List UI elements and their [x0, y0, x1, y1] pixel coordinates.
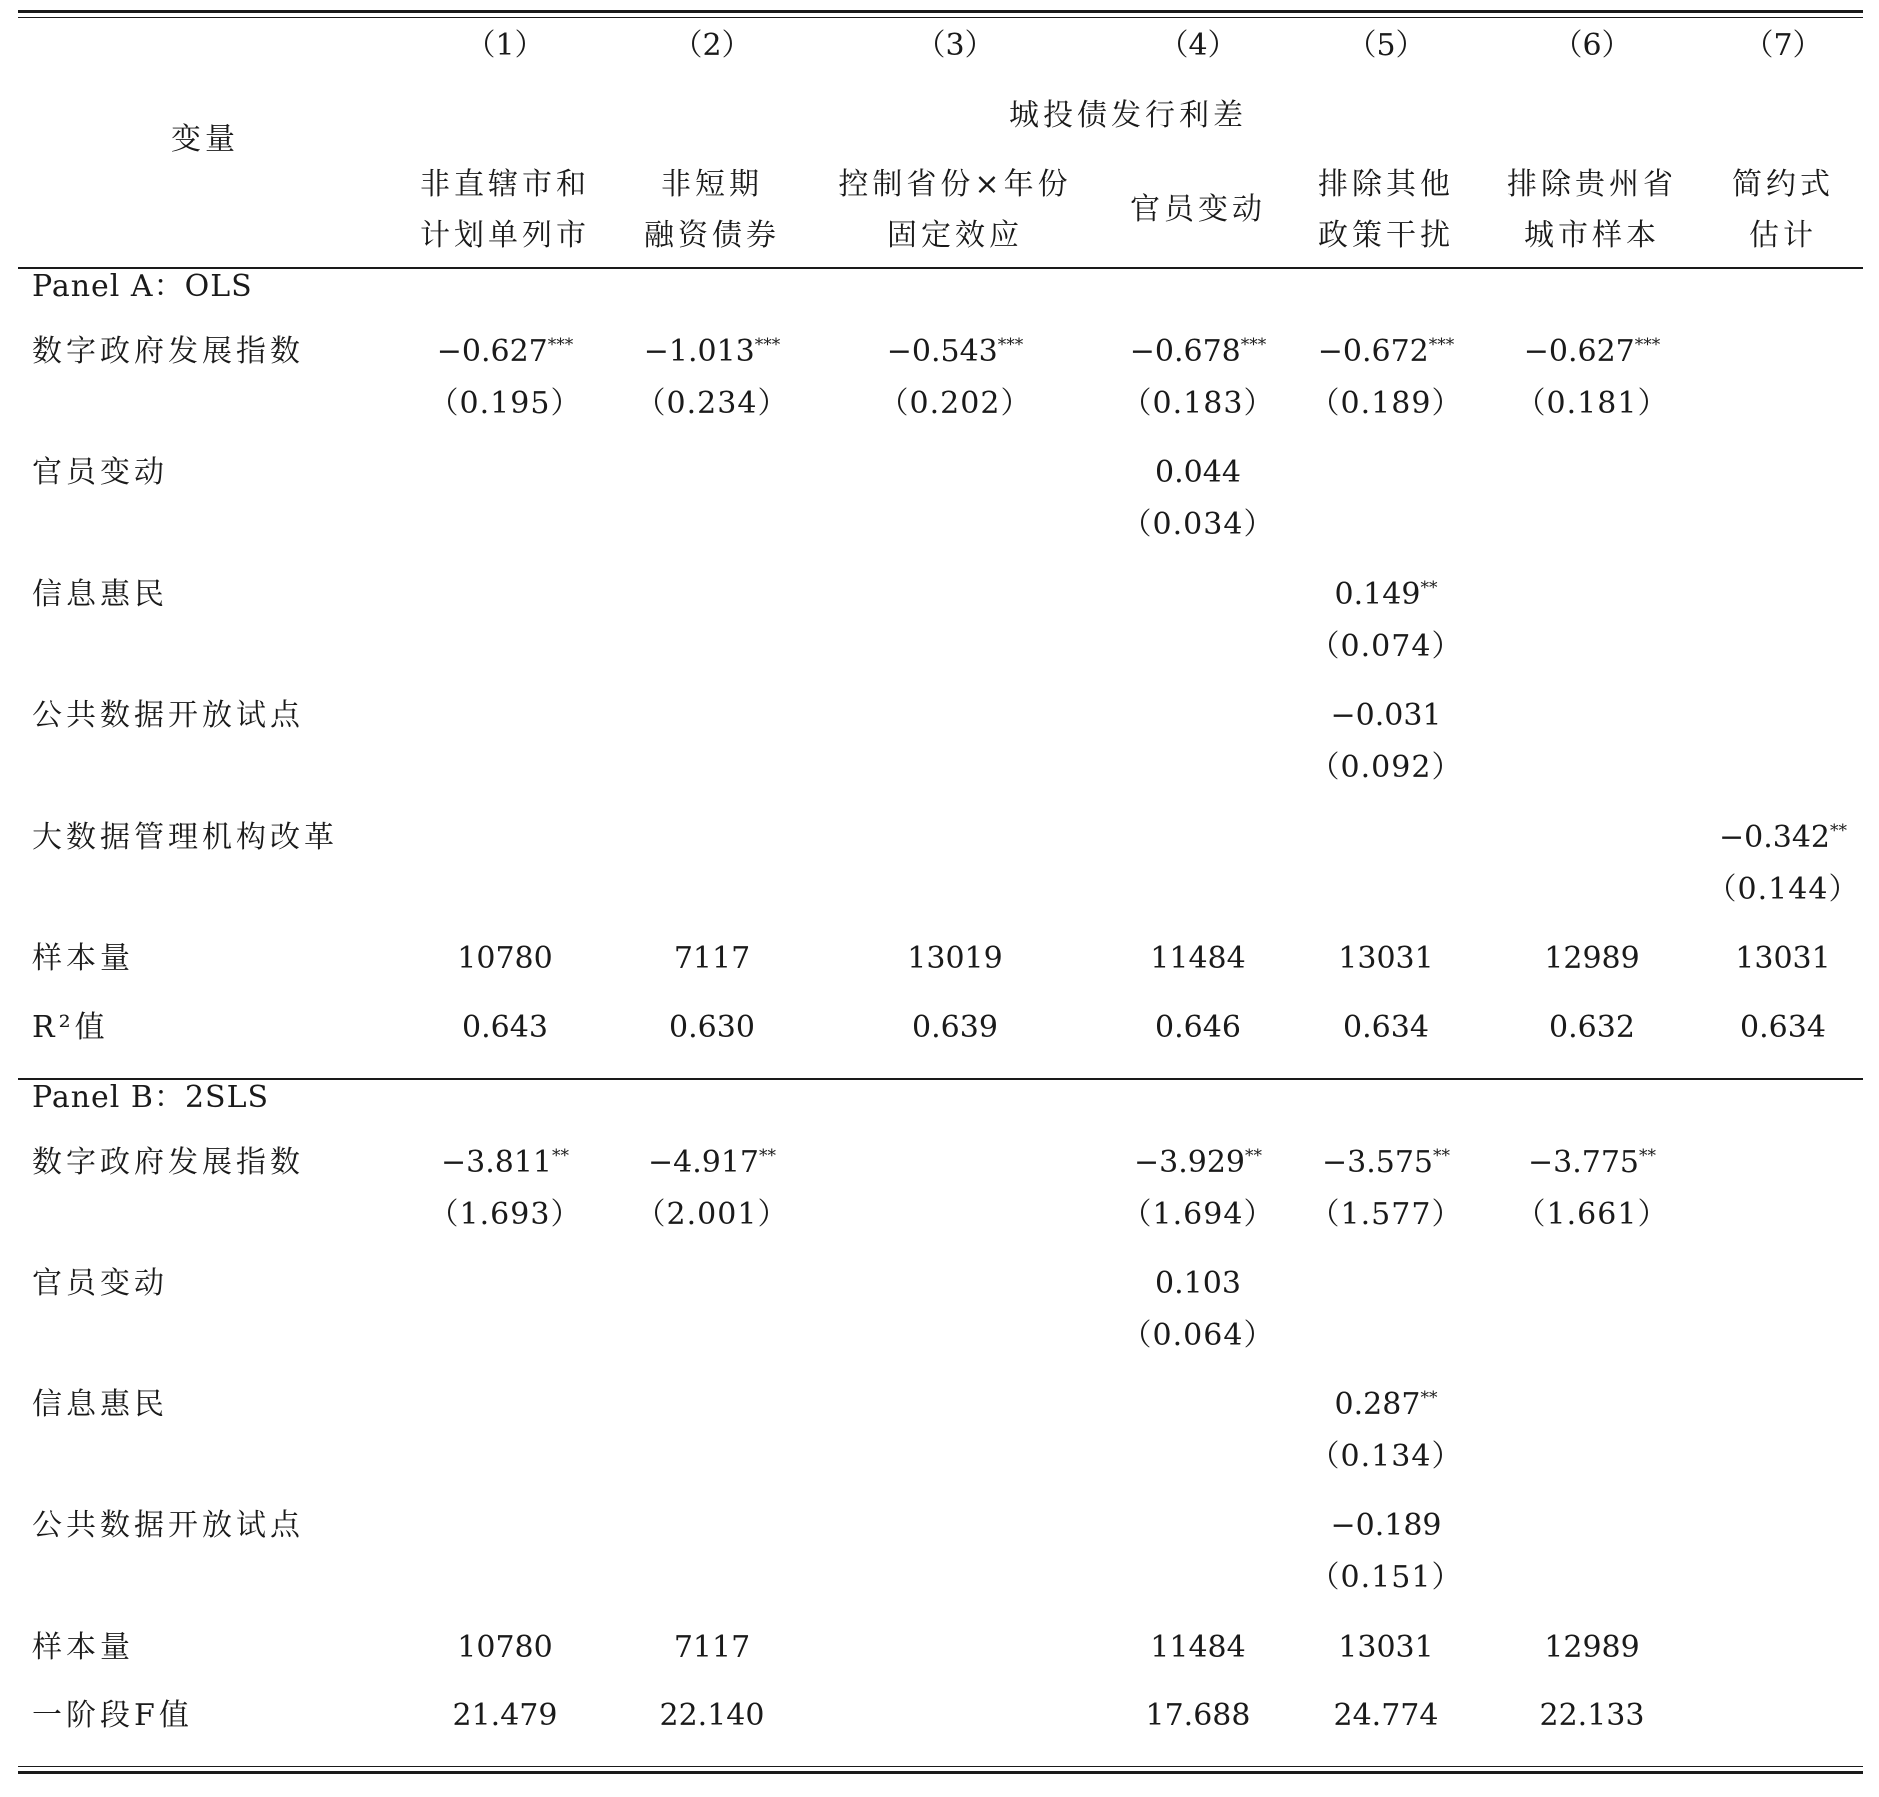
coefficient-value: −3.575 — [1321, 1145, 1434, 1180]
column-description: 排除其他 — [1318, 167, 1454, 202]
stat-value: 11484 — [1150, 941, 1246, 976]
stat-value: 0.646 — [1155, 1010, 1241, 1045]
coefficient-value: −4.917 — [647, 1145, 760, 1180]
stat-value: 12989 — [1544, 1630, 1640, 1665]
standard-error: （1.661） — [1515, 1197, 1669, 1232]
coefficient — [1330, 1504, 1441, 1548]
bottom-rule-inner — [18, 1766, 1863, 1767]
variable-label: 数字政府发展指数 — [32, 1145, 304, 1180]
column-number: （4） — [1158, 28, 1238, 63]
stat-value: 0.630 — [669, 1010, 755, 1045]
coefficient-value: 0.103 — [1155, 1266, 1241, 1301]
coefficient-value: −0.189 — [1330, 1508, 1442, 1543]
variable-label: 公共数据开放试点 — [32, 698, 304, 733]
coefficient-value: 0.149 — [1334, 577, 1421, 612]
coefficient-value: −0.627 — [436, 334, 548, 369]
standard-error: （0.195） — [428, 386, 582, 421]
standard-error: （0.181） — [1515, 386, 1669, 421]
coefficient-value: −0.543 — [886, 334, 998, 369]
column-number: （6） — [1552, 28, 1632, 63]
stat-label: R²值 — [32, 1010, 109, 1045]
stat-value: 7117 — [673, 1630, 751, 1665]
significance-stars: ** — [1433, 1146, 1451, 1166]
significance-stars: *** — [1634, 335, 1661, 355]
dependent-variable-header: 城投债发行利差 — [1009, 98, 1247, 133]
coefficient — [1322, 1141, 1450, 1185]
top-rule-outer — [18, 10, 1863, 13]
variable-label: 大数据管理机构改革 — [32, 820, 338, 855]
stat-value: 10780 — [457, 941, 553, 976]
panel-title: Panel B：2SLS — [32, 1080, 270, 1115]
significance-stars: ** — [1639, 1146, 1657, 1166]
coefficient — [1330, 694, 1441, 738]
column-description: 政策干扰 — [1318, 218, 1454, 253]
stat-value: 22.133 — [1539, 1698, 1645, 1733]
coefficient — [1318, 330, 1455, 374]
stat-value: 0.639 — [912, 1010, 998, 1045]
column-number: （1） — [465, 28, 545, 63]
standard-error: （0.183） — [1121, 386, 1275, 421]
coefficient — [1155, 1262, 1241, 1306]
coefficient — [1134, 1141, 1262, 1185]
column-number: （2） — [672, 28, 752, 63]
coefficient — [1130, 330, 1267, 374]
bottom-rule-outer — [18, 1771, 1863, 1774]
standard-error: （0.144） — [1706, 872, 1860, 907]
stat-value: 24.774 — [1333, 1698, 1439, 1733]
coefficient — [644, 330, 781, 374]
column-description: 非短期 — [661, 167, 763, 202]
coefficient-value: −3.811 — [440, 1145, 553, 1180]
stat-label: 一阶段F值 — [32, 1698, 193, 1733]
significance-stars: ** — [552, 1146, 570, 1166]
coefficient — [1524, 330, 1661, 374]
stat-value: 0.634 — [1740, 1010, 1826, 1045]
stat-value: 22.140 — [659, 1698, 765, 1733]
standard-error: （2.001） — [635, 1197, 789, 1232]
column-number: （5） — [1346, 28, 1426, 63]
variable-label: 数字政府发展指数 — [32, 334, 304, 369]
stat-value: 12989 — [1544, 941, 1640, 976]
standard-error: （1.577） — [1309, 1197, 1463, 1232]
variable-label: 官员变动 — [32, 455, 168, 490]
stat-value: 13031 — [1735, 941, 1831, 976]
significance-stars: ** — [759, 1146, 777, 1166]
coefficient-value: 0.287 — [1334, 1387, 1421, 1422]
standard-error: （0.064） — [1121, 1318, 1275, 1353]
significance-stars: *** — [754, 335, 781, 355]
coefficient-value: −3.929 — [1133, 1145, 1246, 1180]
coefficient — [1528, 1141, 1656, 1185]
stat-label: 样本量 — [32, 941, 134, 976]
significance-stars: ** — [1830, 821, 1848, 841]
coefficient-value: −0.031 — [1330, 698, 1442, 733]
stat-value: 13019 — [907, 941, 1003, 976]
stat-value: 7117 — [673, 941, 751, 976]
column-description: 排除贵州省 — [1507, 167, 1677, 202]
coefficient-value: −3.775 — [1527, 1145, 1640, 1180]
significance-stars: ** — [1420, 578, 1438, 598]
coefficient — [648, 1141, 776, 1185]
column-description: 控制省份×年份 — [838, 167, 1072, 202]
column-description: 简约式 — [1732, 167, 1834, 202]
stat-value: 17.688 — [1145, 1698, 1251, 1733]
coefficient — [1335, 1383, 1438, 1427]
stat-value: 0.632 — [1549, 1010, 1635, 1045]
stat-value: 11484 — [1150, 1630, 1246, 1665]
column-description: 非直辖市和 — [420, 167, 590, 202]
column-description: 官员变动 — [1130, 192, 1266, 227]
standard-error: （0.092） — [1309, 750, 1463, 785]
stat-value: 13031 — [1338, 941, 1434, 976]
significance-stars: *** — [997, 335, 1024, 355]
column-number: （3） — [915, 28, 995, 63]
column-description: 融资债券 — [644, 218, 780, 253]
column-description: 城市样本 — [1524, 218, 1660, 253]
variable-label: 官员变动 — [32, 1266, 168, 1301]
stat-value: 0.634 — [1343, 1010, 1429, 1045]
variable-label: 公共数据开放试点 — [32, 1508, 304, 1543]
standard-error: （1.693） — [428, 1197, 582, 1232]
significance-stars: ** — [1245, 1146, 1263, 1166]
coefficient-value: −1.013 — [643, 334, 755, 369]
coefficient-value: −0.342 — [1718, 820, 1831, 855]
standard-error: （0.189） — [1309, 386, 1463, 421]
standard-error: （0.202） — [878, 386, 1032, 421]
significance-stars: *** — [1240, 335, 1267, 355]
coefficient — [1719, 816, 1847, 860]
significance-stars: ** — [1420, 1388, 1438, 1408]
stat-value: 10780 — [457, 1630, 553, 1665]
standard-error: （0.074） — [1309, 629, 1463, 664]
variable-label: 信息惠民 — [32, 577, 168, 612]
header-bottom-rule — [18, 267, 1863, 269]
stat-value: 21.479 — [452, 1698, 558, 1733]
coefficient — [887, 330, 1024, 374]
coefficient — [441, 1141, 569, 1185]
coefficient — [1335, 573, 1438, 617]
standard-error: （0.234） — [635, 386, 789, 421]
column-description: 计划单列市 — [420, 218, 590, 253]
significance-stars: *** — [1428, 335, 1455, 355]
standard-error: （0.151） — [1309, 1560, 1463, 1595]
standard-error: （0.134） — [1309, 1439, 1463, 1474]
standard-error: （1.694） — [1121, 1197, 1275, 1232]
column-number: （7） — [1743, 28, 1823, 63]
coefficient — [1155, 451, 1241, 495]
coefficient-value: −0.672 — [1317, 334, 1429, 369]
standard-error: （0.034） — [1121, 507, 1275, 542]
variable-header: 变量 — [171, 122, 239, 157]
stat-value: 0.643 — [462, 1010, 548, 1045]
significance-stars: *** — [547, 335, 574, 355]
panel-divider-rule — [18, 1078, 1863, 1080]
coefficient — [437, 330, 574, 374]
stat-label: 样本量 — [32, 1630, 134, 1665]
column-description: 固定效应 — [887, 218, 1023, 253]
coefficient-value: 0.044 — [1155, 455, 1241, 490]
column-description: 估计 — [1749, 218, 1817, 253]
coefficient-value: −0.678 — [1129, 334, 1241, 369]
coefficient-value: −0.627 — [1523, 334, 1635, 369]
stat-value: 13031 — [1338, 1630, 1434, 1665]
top-rule-inner — [18, 17, 1863, 18]
variable-label: 信息惠民 — [32, 1387, 168, 1422]
panel-title: Panel A：OLS — [32, 269, 253, 304]
